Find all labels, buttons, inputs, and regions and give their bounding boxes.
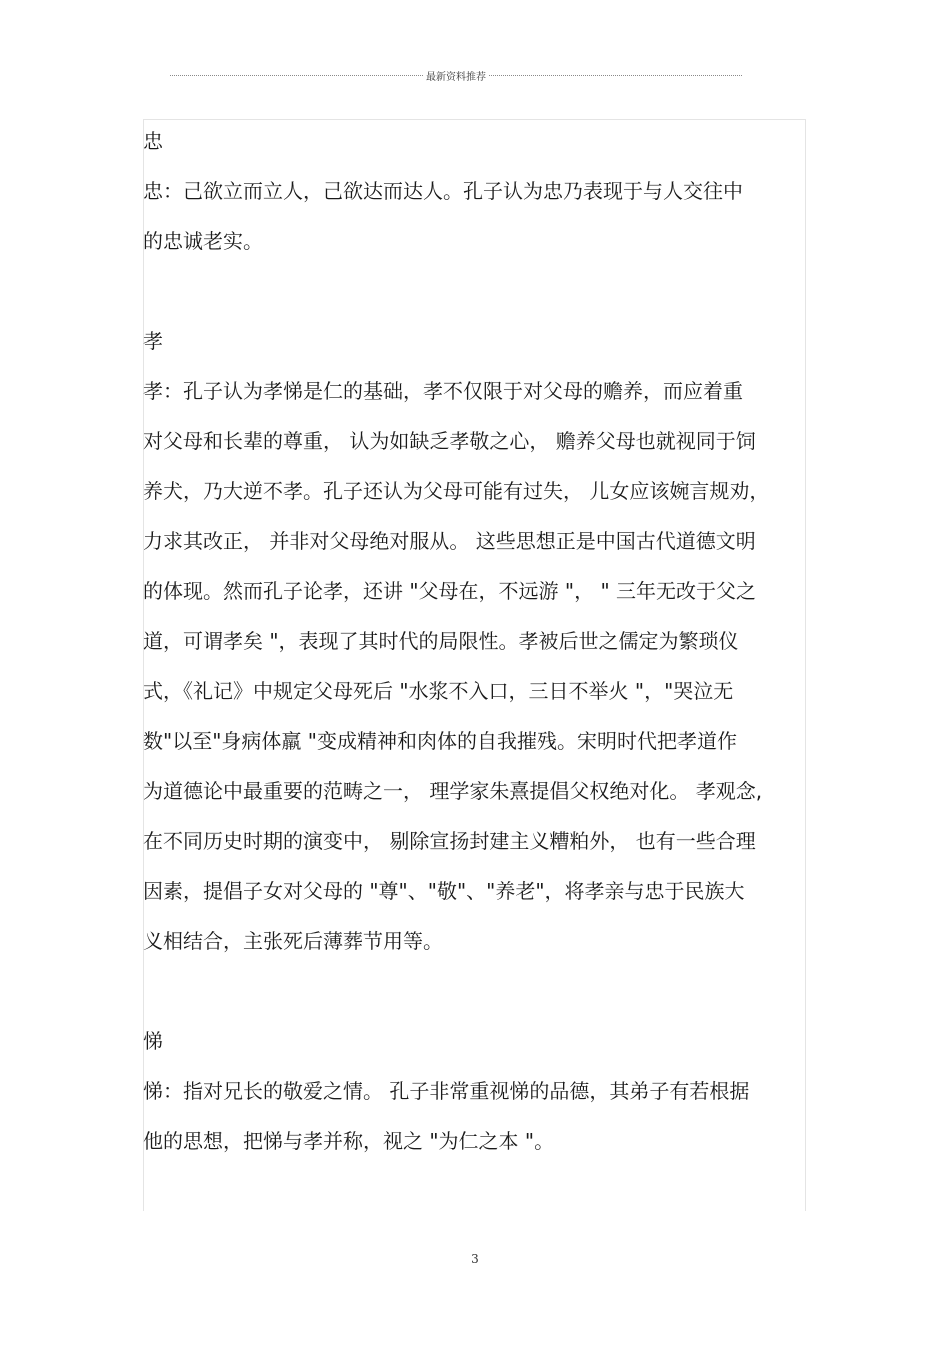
paragraph-line: 为道德论中最重要的范畴之一， 理学家朱熹提倡父权绝对化。 孝观念, [143,779,763,803]
paragraph-line: 孝：孔子认为孝悌是仁的基础，孝不仅限于对父母的赡养，而应着重 [143,379,743,403]
paragraph-line: 的体现。然而孔子论孝，还讲 "父母在，不远游 "， " 三年无改于父之 [143,579,757,603]
paragraph-line: 对父母和长辈的尊重， 认为如缺乏孝敬之心， 赡养父母也就视同于饲 [143,429,756,453]
page-number: 3 [471,1252,479,1266]
paragraph-line: 他的思想，把悌与孝并称，视之 "为仁之本 "。 [143,1129,555,1153]
paragraph-line: 忠：己欲立而立人，己欲达而达人。孔子认为忠乃表现于与人交往中 [143,179,743,203]
paragraph-line: 悌：指对兄长的敬爱之情。 孔子非常重视悌的品德，其弟子有若根据 [143,1079,750,1103]
paragraph-line: 养犬，乃大逆不孝。孔子还认为父母可能有过失， 儿女应该婉言规劝， [143,479,770,503]
paragraph-line: 式，《礼记》中规定父母死后 "水浆不入口，三日不举火 "，"哭泣无 [143,679,734,703]
section-heading-xiao: 孝 [143,329,163,353]
header-dotted-rule-left [170,75,423,76]
paragraph-line: 因素，提倡子女对父母的 "尊"、"敬"、"养老"，将孝亲与忠于民族大 [143,879,745,903]
paragraph-line: 的忠诚老实。 [143,229,263,253]
section-heading-ti: 悌 [143,1029,163,1053]
section-heading-zhong: 忠 [143,129,163,153]
paragraph-line: 道，可谓孝矣 "，表现了其时代的局限性。孝被后世之儒定为繁琐仪 [143,629,739,653]
page-header [170,66,742,84]
paragraph-line: 义相结合，主张死后薄葬节用等。 [143,929,443,953]
header-title: 最新资料推荐 [426,71,486,83]
paragraph-line: 在不同历史时期的演变中， 剔除宣扬封建主义糟粕外， 也有一些合理 [143,829,756,853]
paragraph-line: 数"以至"身病体羸 "变成精神和肉体的自我摧残。宋明时代把孝道作 [143,729,737,753]
paragraph-line: 力求其改正， 并非对父母绝对服从。 这些思想正是中国古代道德文明 [143,529,756,553]
header-dotted-rule-right [489,75,742,76]
